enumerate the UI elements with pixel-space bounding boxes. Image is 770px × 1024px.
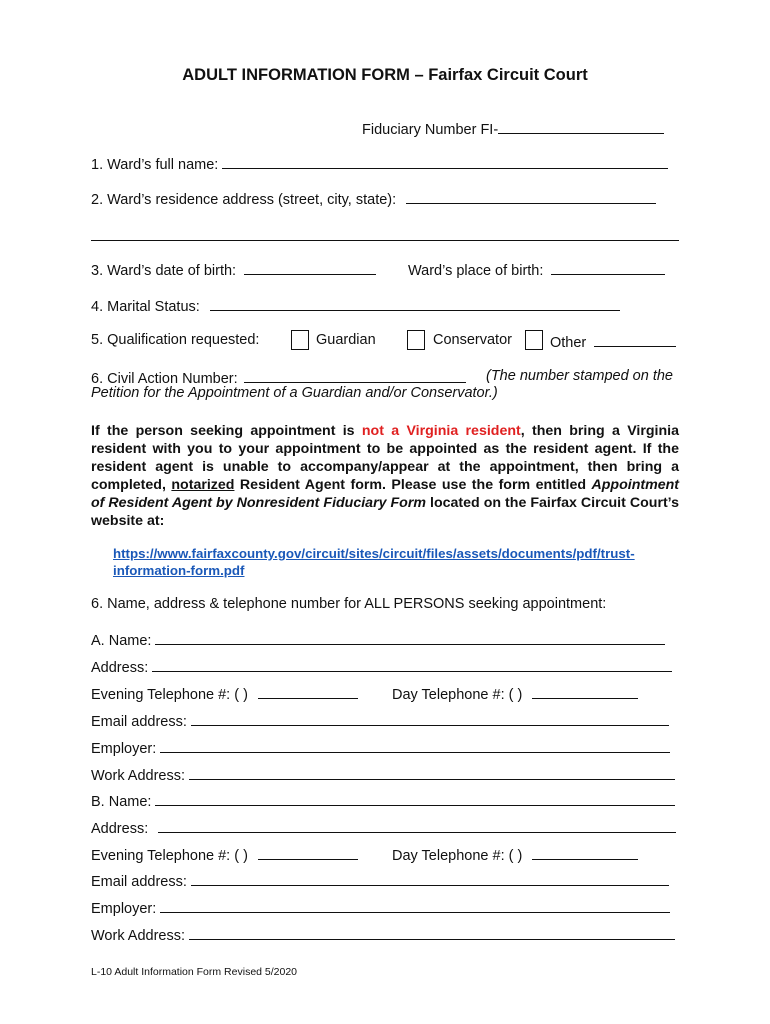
- person-a-work-row: [91, 765, 675, 784]
- pob-label: Ward’s place of birth:: [408, 263, 544, 279]
- person-a-employer-field[interactable]: [160, 738, 670, 753]
- persons-heading: 6. Name, address & telephone number for ALL PERSONS seeking appointment:: [91, 596, 607, 612]
- person-b-evening-field[interactable]: [258, 845, 358, 860]
- full-name-field[interactable]: [222, 154, 668, 169]
- notice-text-4: located on the Fairfax Circuit Court’s website at:: [91, 495, 679, 529]
- civil-action-label: 6. Civil Action Number:: [91, 371, 238, 387]
- person-b-employer-row: [91, 898, 670, 917]
- trust-form-link-line-1[interactable]: https://www.fairfaxcounty.gov/circuit/sites/circuit/files/assets/documents/pdf/trust-: [113, 546, 635, 561]
- page-title: ADULT INFORMATION FORM – Fairfax Circuit Court: [182, 66, 588, 84]
- person-b-evening-label: Evening Telephone #: ( ): [91, 848, 248, 864]
- fiduciary-number-field[interactable]: [498, 119, 664, 134]
- person-a-day-field[interactable]: [532, 684, 638, 699]
- pob-field[interactable]: [551, 260, 665, 275]
- person-a-name-row: [91, 630, 665, 649]
- other-field[interactable]: [594, 332, 676, 347]
- person-b-address-row: [91, 818, 676, 837]
- person-b-work-label: Work Address:: [91, 928, 186, 944]
- person-a-email-label: Email address:: [91, 714, 187, 730]
- conservator-label: Conservator: [433, 332, 512, 348]
- notice-underlined: notarized: [171, 477, 235, 493]
- pob-row: [408, 260, 665, 279]
- person-a-evening-label: Evening Telephone #: ( ): [91, 687, 248, 703]
- person-a-address-label: Address:: [91, 660, 149, 676]
- person-a-evening-field[interactable]: [258, 684, 358, 699]
- person-a-employer-row: [91, 738, 670, 757]
- person-a-name-label: A. Name:: [91, 633, 152, 649]
- person-a-day-label: Day Telephone #: ( ): [392, 687, 523, 703]
- person-a-employer-label: Employer:: [91, 741, 157, 757]
- person-b-email-row: [91, 871, 669, 890]
- trust-form-link-line-2[interactable]: information-form.pdf: [113, 563, 245, 578]
- person-b-address-field[interactable]: [158, 818, 676, 833]
- notice-text-2: , then bring a Virginia resident with you to your appointment to be appointed as the resident agent. If the resident agent is unable to accompany/appear at the appointment, then bring a completed,: [91, 423, 679, 493]
- marital-label: 4. Marital Status:: [91, 299, 200, 315]
- residence-row: [91, 189, 656, 208]
- fiduciary-number-label: Fiduciary Number FI-: [362, 122, 499, 138]
- marital-field[interactable]: [210, 296, 620, 311]
- civil-action-note-2: Petition for the Appointment of a Guardian and/or Conservator.): [91, 385, 498, 401]
- person-b-address-label: Address:: [91, 821, 149, 837]
- dob-row: [91, 260, 376, 279]
- full-name-label: 1. Ward’s full name:: [91, 157, 219, 173]
- person-a-email-field[interactable]: [191, 711, 669, 726]
- person-b-name-field[interactable]: [155, 791, 675, 806]
- person-b-work-row: [91, 925, 675, 944]
- person-b-day-row: [392, 845, 638, 864]
- dob-label: 3. Ward’s date of birth:: [91, 263, 237, 279]
- person-a-address-row: [91, 657, 672, 676]
- guardian-checkbox[interactable]: [291, 330, 309, 350]
- person-b-work-field[interactable]: [189, 925, 675, 940]
- trust-form-link[interactable]: [113, 545, 635, 579]
- person-b-evening-row: [91, 845, 358, 864]
- marital-row: [91, 296, 620, 315]
- full-name-row: [91, 154, 668, 173]
- other-row: [550, 332, 676, 351]
- person-a-day-row: [392, 684, 638, 703]
- dob-field[interactable]: [244, 260, 376, 275]
- person-b-name-row: [91, 791, 675, 810]
- person-a-name-field[interactable]: [155, 630, 665, 645]
- residence-label: 2. Ward’s residence address (street, city, state):: [91, 192, 397, 208]
- person-b-name-label: B. Name:: [91, 794, 152, 810]
- person-b-day-field[interactable]: [532, 845, 638, 860]
- fiduciary-number-row: [362, 119, 664, 138]
- person-b-email-label: Email address:: [91, 874, 187, 890]
- civil-action-field[interactable]: [244, 368, 466, 383]
- guardian-label: Guardian: [316, 332, 376, 348]
- other-checkbox[interactable]: [525, 330, 543, 350]
- notice-text-1: If the person seeking appointment is: [91, 423, 362, 439]
- notice-form-name: Appointment of Resident Agent by Nonresident Fiduciary Form: [91, 477, 679, 511]
- person-b-day-label: Day Telephone #: ( ): [392, 848, 523, 864]
- notice-highlight: not a Virginia resident: [361, 423, 521, 439]
- person-b-employer-field[interactable]: [160, 898, 670, 913]
- footer-revision: L-10 Adult Information Form Revised 5/2020: [91, 966, 298, 978]
- person-a-email-row: [91, 711, 669, 730]
- residence-field-line-2[interactable]: [91, 226, 679, 241]
- civil-action-note-1: (The number stamped on the: [486, 368, 673, 384]
- person-a-work-label: Work Address:: [91, 768, 186, 784]
- person-b-employer-label: Employer:: [91, 901, 157, 917]
- other-label: Other: [550, 335, 587, 351]
- conservator-checkbox[interactable]: [407, 330, 425, 350]
- resident-agent-notice: [91, 422, 679, 530]
- qualification-label: 5. Qualification requested:: [91, 332, 260, 348]
- person-a-work-field[interactable]: [189, 765, 675, 780]
- person-b-email-field[interactable]: [191, 871, 669, 886]
- residence-field[interactable]: [406, 189, 656, 204]
- person-a-address-field[interactable]: [152, 657, 672, 672]
- notice-text-3: Resident Agent form. Please use the form entitled: [234, 477, 592, 493]
- person-a-evening-row: [91, 684, 358, 703]
